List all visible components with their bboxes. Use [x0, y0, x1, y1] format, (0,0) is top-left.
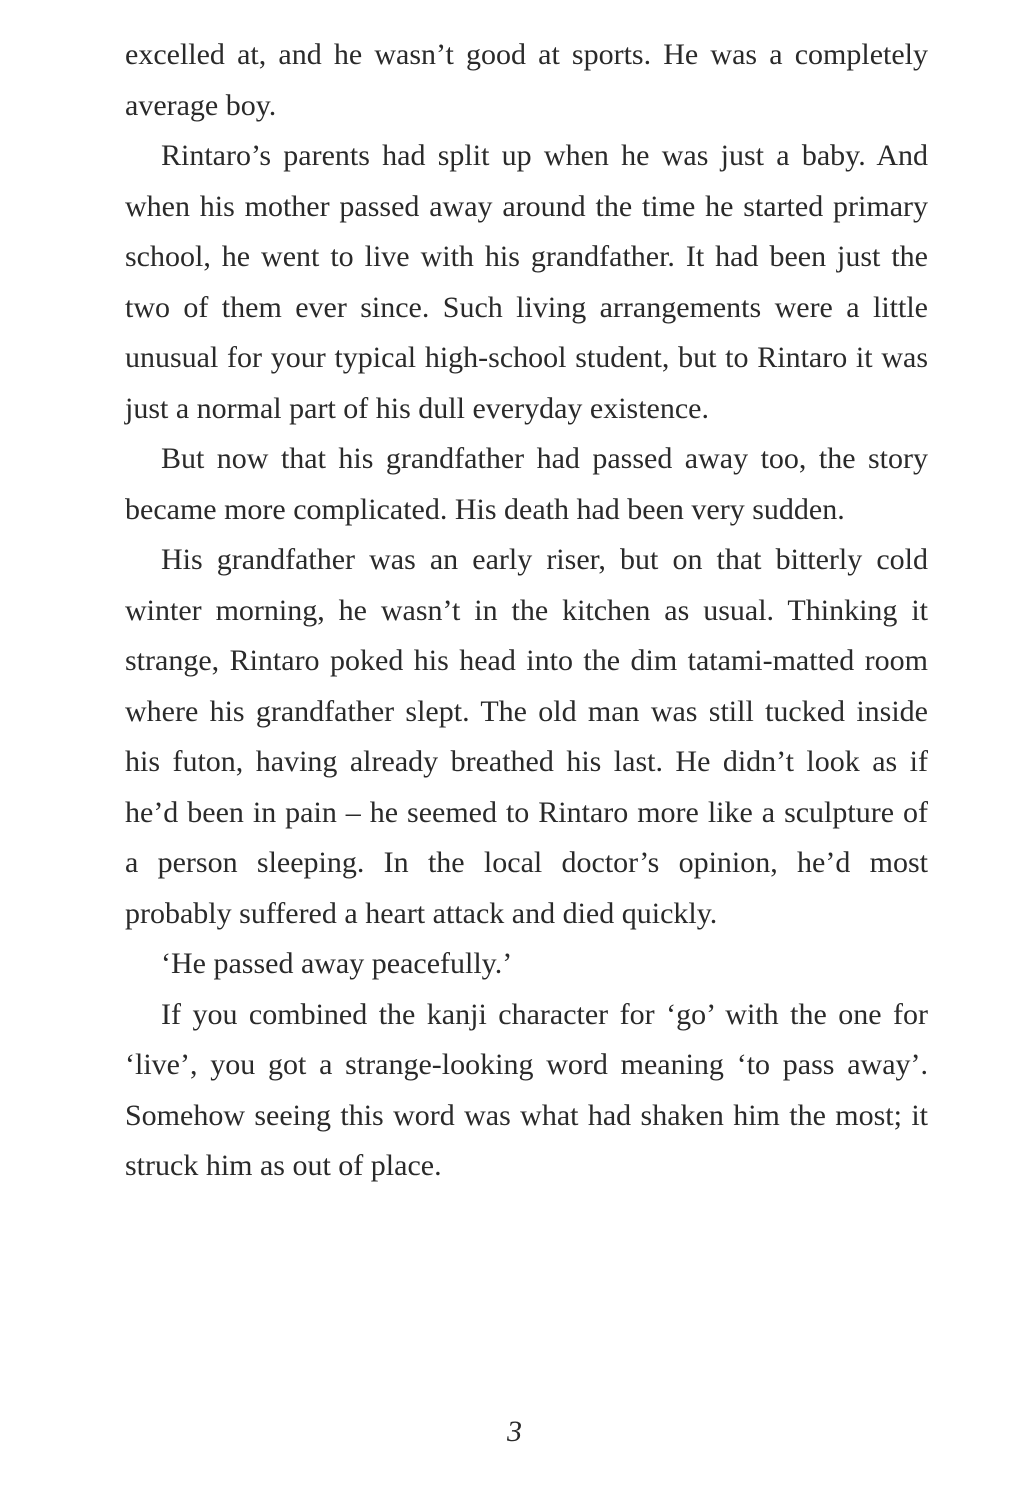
paragraph-5: ‘He passed away peacefully.’ — [161, 947, 513, 980]
paragraph-1: excelled at, and he wasn’t good at sports. He was a completely average boy. — [125, 38, 928, 122]
paragraph-4: His grandfather was an early riser, but on that bitterly cold winter morning, he wasn’t in the kitchen as usual. Thinking it strange, Rintaro poked his head into the dim tatami-matted room where his grandfather slept. The old man was still tucked inside his futon, having already breathed his last. He didn’t look as if he’d been in pain – he seemed to Rintaro more like a sculpture of a person sleeping. In the local doctor’s opinion, he’d most probably suffered a heart attack and died quickly. — [125, 543, 928, 930]
page-number: 3 — [507, 1415, 522, 1448]
paragraph-3: But now that his grandfather had passed away too, the story became more complicated. His death had been very sudden. — [125, 442, 928, 526]
paragraph-6: If you combined the kanji character for ‘go’ with the one for ‘live’, you got a strange-looking word meaning ‘to pass away’. Somehow seeing this word was what had shaken him the most; it struck him as out of place. — [125, 997, 928, 1182]
paragraph-2: Rintaro’s parents had split up when he was just a baby. And when his mother passed away around the time he started primary school, he went to live with his grandfather. It had been just the two of them ever since. Such living arrangements were a little unusual for your typical high-school student, but to Rintaro it was just a normal part of his dull everyday existence. — [125, 139, 928, 425]
page-body — [125, 30, 928, 1192]
